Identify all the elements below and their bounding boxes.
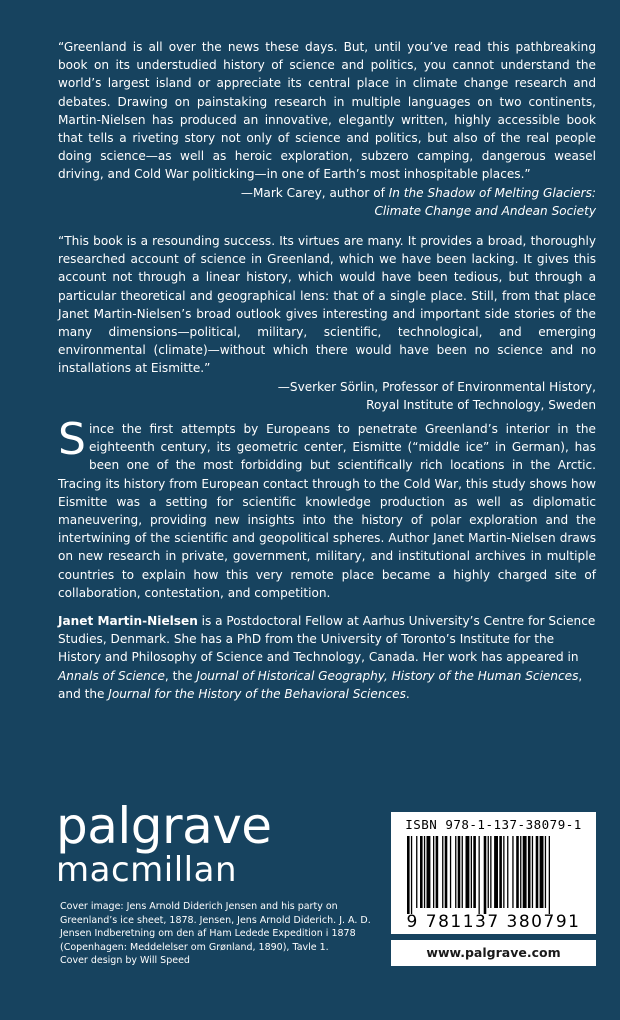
quote-text: “Greenland is all over the news these days. But, until you’ve read this pathbreaking book on its understudied history of science and politics, you cannot understand the world’s largest island or appreciate its central place in climate change research and debates. Drawing on painstaking research in multiple languages on two continents, Martin-Nielsen has produced an innovative, elegantly written, highly accessible book that tells a riveting story not only of science and politics, but also of the real people doing science—as well as heroic exploration, subzero camping, dangerous weasel driving, and Cold War politicking—in one of Earth’s most inhospitable places.” (58, 40, 596, 182)
barcode-bar (488, 836, 489, 908)
barcode-bars (407, 836, 587, 914)
bio-text: . (405, 686, 410, 701)
barcode-bar (411, 836, 412, 914)
barcode-bar (479, 836, 480, 914)
barcode-bar (462, 836, 463, 908)
cover-design-credit: Cover design by Will Speed (60, 955, 190, 967)
barcode-bar (532, 836, 533, 908)
barcode-bar (490, 836, 491, 908)
barcode-bar (445, 836, 448, 908)
journal-title: Journal of Historical Geography, History of the Human Sciences (196, 668, 579, 683)
author-name: Janet Martin-Nielsen (58, 614, 198, 628)
quote-attribution (58, 184, 596, 220)
cover-image-credit: Cover image: Jens Arnold Diderich Jensen and his party on Greenland’s ice sheet, 1878. Jensen, Jens Arnold Diderich. J. A. D. Jensen Indberetning om den af Ham Ledede Expedition i 1878 (Copenhagen: Meddelelser om Grønland, 1890), Tavle 1. (60, 901, 371, 953)
quote-text: “This book is a resounding success. Its virtues are many. It provides a broad, thoroughly researched account of science in Greenland, which we have been lacking. It gives this account not through a linear history, which would have been tedious, but through a particular theoretical and geographical lens: that of a single place. Still, from that place Janet Martin-Nielsen’s broad outlook gives interesting and important side stories of the many dimensions—political, military, scientific, technological, and emerging environmental (climate)—without which there would have been no science and no installations at Eismitte.” (58, 234, 596, 376)
attribution-book-title-1: In the Shadow of Melting Glaciers: (388, 185, 596, 200)
bio-text: is a Postdoctoral Fellow at Aarhus University’s Centre for Science Studies, Denmark. She has a PhD from the University of Toronto’s Institute for the History and Philosophy of Science and Technology, Canada. Her work has appeared in (58, 614, 596, 665)
barcode-bar (433, 836, 434, 908)
barcode-bar (499, 836, 502, 908)
barcode-bar (516, 836, 519, 908)
barcode-bar (450, 836, 451, 908)
isbn-barcode (391, 812, 596, 934)
barcode-bar (520, 836, 521, 908)
barcode-bar (549, 836, 550, 914)
barcode-bar (442, 836, 443, 908)
logo-line-macmillan: macmillan (56, 850, 237, 890)
barcode-bar (407, 836, 410, 914)
barcode-bar (503, 836, 504, 908)
description-text: ince the first attempts by Europeans to penetrate Greenland’s interior in the eighteenth century, its geometric center, Eismitte (“middle ice” in German), has been one of the most forbidding but scientifically rich locations in the Arctic. Tracing its history from European contact through to the Cold War, this study shows how Eismitte was a setting for scientific knowledge production as well as diplomatic maneuvering, providing new insights into the history of polar exploration and the intertwining of the scientific and geopolitical spheres. Author Janet Martin-Nielsen draws on new research in private, government, military, and institutional archives in multiple countries to explain how this very remote place became a highly charged site of collaboration, contestation, and competition. (58, 422, 596, 600)
barcode-bar (512, 836, 513, 908)
image-credits (60, 900, 378, 968)
bio-text: , and the (58, 668, 583, 701)
author-bio (58, 612, 596, 703)
publisher-logo (56, 797, 272, 890)
barcode-bar (427, 836, 431, 908)
barcode-bar (484, 836, 487, 914)
barcode-bar (416, 836, 417, 908)
barcode-bar (436, 836, 439, 908)
journal-title: Journal for the History of the Behavioral Sciences (108, 686, 406, 701)
logo-line-palgrave: palgrave (56, 797, 272, 855)
barcode-bar (420, 836, 423, 908)
barcode-bar (458, 836, 461, 908)
barcode-bar (545, 836, 546, 908)
endorsement-quote-carey (58, 38, 596, 220)
book-description (58, 414, 596, 602)
endorsement-quote-sorlin (58, 232, 596, 414)
barcode-bar (540, 836, 544, 908)
barcode-bar (536, 836, 539, 908)
barcode-bar (455, 836, 456, 908)
publisher-website: www.palgrave.com (391, 940, 596, 966)
barcode-bar (424, 836, 425, 908)
attribution-prefix: —Mark Carey, author of (240, 185, 389, 200)
barcode-bar (466, 836, 470, 908)
journal-title: Annals of Science (58, 668, 165, 683)
drop-cap: S (58, 414, 86, 465)
barcode-bar (523, 836, 527, 908)
barcode-bar (528, 836, 531, 908)
attribution-line-2: Royal Institute of Technology, Sweden (366, 397, 596, 412)
barcode-bar (494, 836, 498, 908)
barcode-bar (473, 836, 476, 908)
bio-text: , the (164, 668, 197, 683)
quote-attribution (58, 378, 596, 414)
barcode-bar (471, 836, 472, 908)
attribution-book-title-2: Climate Change and Andean Society (374, 203, 596, 218)
barcode-bar (507, 836, 508, 908)
isbn-label: ISBN 978-1-137-38079-1 (405, 817, 582, 832)
attribution-line-1: —Sverker Sörlin, Professor of Environmental History, (277, 379, 596, 394)
barcode-digits: 9 781137 380791 (406, 912, 581, 932)
